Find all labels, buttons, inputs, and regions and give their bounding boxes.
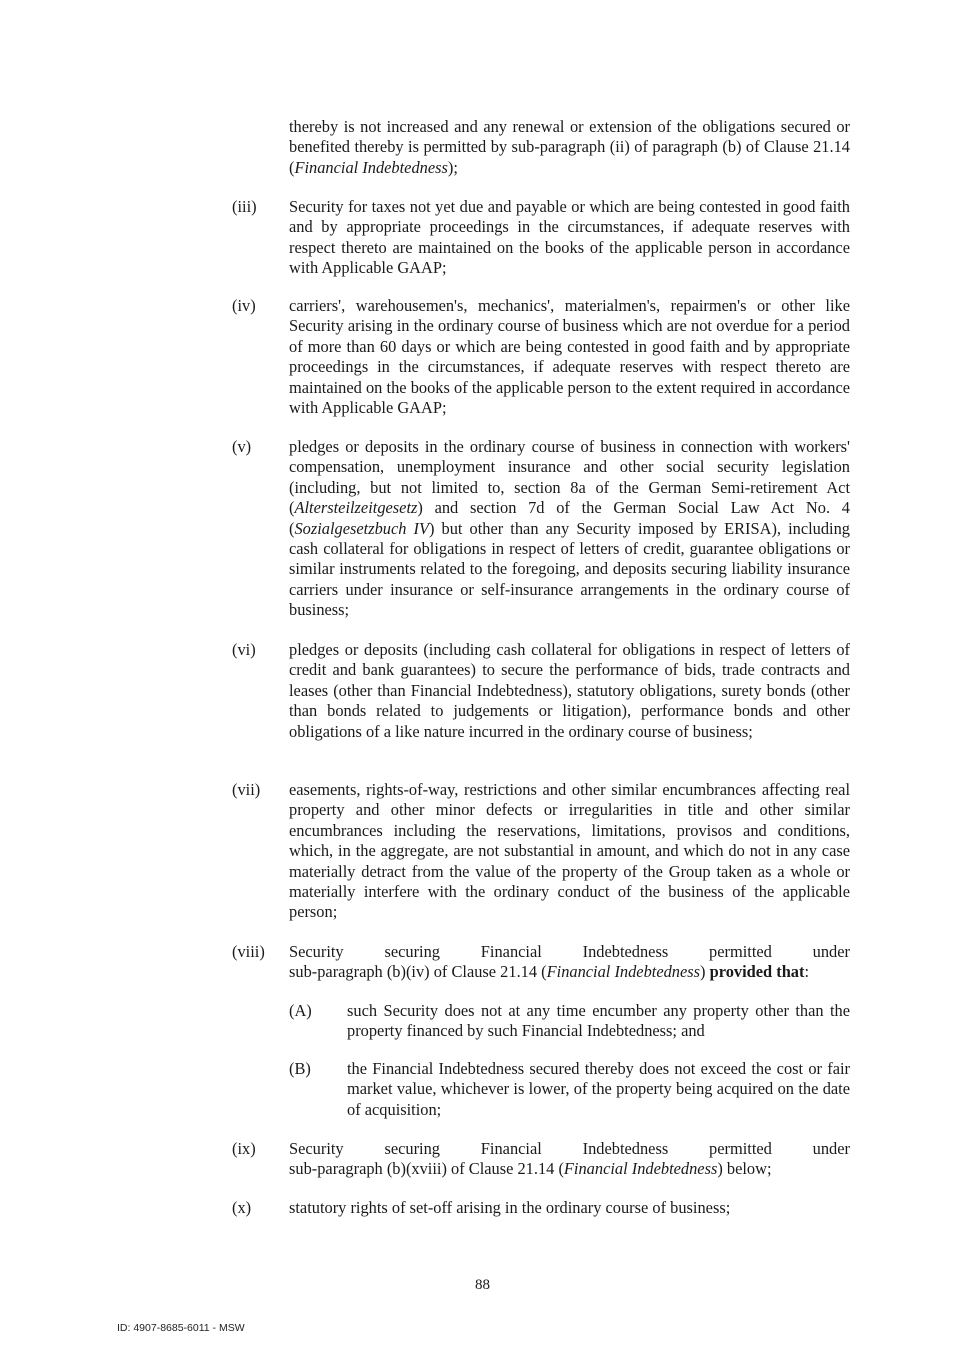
item-label-iii: (iii) <box>232 197 257 216</box>
text-run: Security for taxes not yet due and payable or which are being contested in good faith and by appropriate proceedings in the circumstances, if adequate reserves with respect thereto are maintained on the books of the applicable person in accordance with Applicable GAAP; <box>289 197 850 278</box>
subitem-label-B: (B) <box>289 1059 311 1078</box>
text-run: ) and section 7d of the German Social Law Act No. 4 ( <box>289 498 850 538</box>
text-run: pledges or deposits (including cash collateral for obligations in respect of letters of credit and bank guarantees) to secure the performance of bids, trade contracts and leases (other than Financial Indebtedness), statutory obligations, surety bonds (other than bonds related to judgements or litigation), performance bonds and other obligations of a like nature incurred in the ordinary course of business; <box>289 640 850 741</box>
subitem-text-B <box>347 1059 850 1120</box>
text-run: easements, rights-of-way, restrictions and other similar encumbrances affecting real property and other minor defects or irregularities in title and other similar encumbrances including the reservations, limitations, provisos and conditions, which, in the aggregate, are not substantial in amount, and which do not in any case materially detract from the value of the property of the Group taken as a whole or materially interfere with the ordinary conduct of the business of the applicable person; <box>289 780 850 922</box>
item-label-v: (v) <box>232 437 252 456</box>
subitem-label-A: (A) <box>289 1001 312 1020</box>
intro-paragraph <box>289 117 850 178</box>
item-label-viii: (viii) <box>232 942 265 961</box>
item-line1-viii: Security securing Financial Indebtedness permitted under <box>289 942 850 961</box>
item-label-vi: (vi) <box>232 640 256 659</box>
text-run: sub-paragraph (b)(xviii) of Clause 21.14 ( <box>289 1159 564 1178</box>
text-run: the Financial Indebtedness secured thereby does not exceed the cost or fair market value, whichever is lower, of the property being acquired on the date of acquisition; <box>347 1059 850 1119</box>
item-text-ix <box>289 1159 850 1179</box>
item-text-vi <box>289 640 850 742</box>
text-run: ) <box>700 962 710 981</box>
text-run: : <box>804 962 810 981</box>
page-number: 88 <box>475 1277 490 1293</box>
text-run: such Security does not at any time encumber any property other than the property financed by such Financial Indebtedness; and <box>347 1001 850 1041</box>
item-label-ix: (ix) <box>232 1139 256 1158</box>
italic-text: Financial Indebtedness <box>563 1159 718 1178</box>
text-run: statutory rights of set-off arising in the ordinary course of business; <box>289 1198 731 1217</box>
italic-text: Financial Indebtedness <box>546 962 701 981</box>
italic-text: Altersteilzeitgesetz <box>294 498 418 518</box>
item-label-x: (x) <box>232 1198 252 1217</box>
text-run: pledges or deposits in the ordinary course of business in connection with workers' compensation, unemployment insurance and other social security legislation (including, but not limited to, section 8a of the German Semi-retirement Act ( <box>289 437 850 518</box>
item-label-vii: (vii) <box>232 780 261 799</box>
item-text-viii <box>289 962 850 982</box>
item-text-vii <box>289 780 850 923</box>
item-line1-ix: Security securing Financial Indebtedness permitted under <box>289 1139 850 1158</box>
text-run: carriers', warehousemen's, mechanics', materialmen's, repairmen's or other like Security arising in the ordinary course of business which are not overdue for a period of more than 60 days or which are being contested in good faith and by appropriate proceedings in the circumstances, if adequate reserves with respect thereto are maintained on the books of the applicable person to the extent required in accordance with Applicable GAAP; <box>289 296 850 418</box>
item-text-v <box>289 437 850 621</box>
text-run: ); <box>447 157 458 177</box>
bold-text: provided that <box>709 962 805 981</box>
text-run: ) below; <box>717 1159 772 1178</box>
italic-text: Financial Indebtedness <box>294 157 448 177</box>
document-id: ID: 4907-8685-6011 - MSW <box>117 1322 245 1334</box>
item-text-iv <box>289 296 850 418</box>
item-text-iii <box>289 197 850 279</box>
text-run: sub-paragraph (b)(iv) of Clause 21.14 ( <box>289 962 547 981</box>
text-run: thereby is not increased and any renewal or extension of the obligations secured or benefited thereby is permitted by sub-paragraph (ii) of paragraph (b) of Clause 21.14 ( <box>289 117 850 177</box>
item-text-x <box>289 1198 850 1218</box>
text-run: ) but other than any Security imposed by ERISA), including cash collateral for obligations in respect of letters of credit, guarantee obligations or similar instruments related to the foregoing, and deposits securing liability insurance carriers under insurance or self-insurance arrangements in the ordinary course of business; <box>289 518 850 620</box>
item-label-iv: (iv) <box>232 296 256 315</box>
subitem-text-A <box>347 1001 850 1042</box>
italic-text: Sozialgesetzbuch IV <box>294 518 429 538</box>
